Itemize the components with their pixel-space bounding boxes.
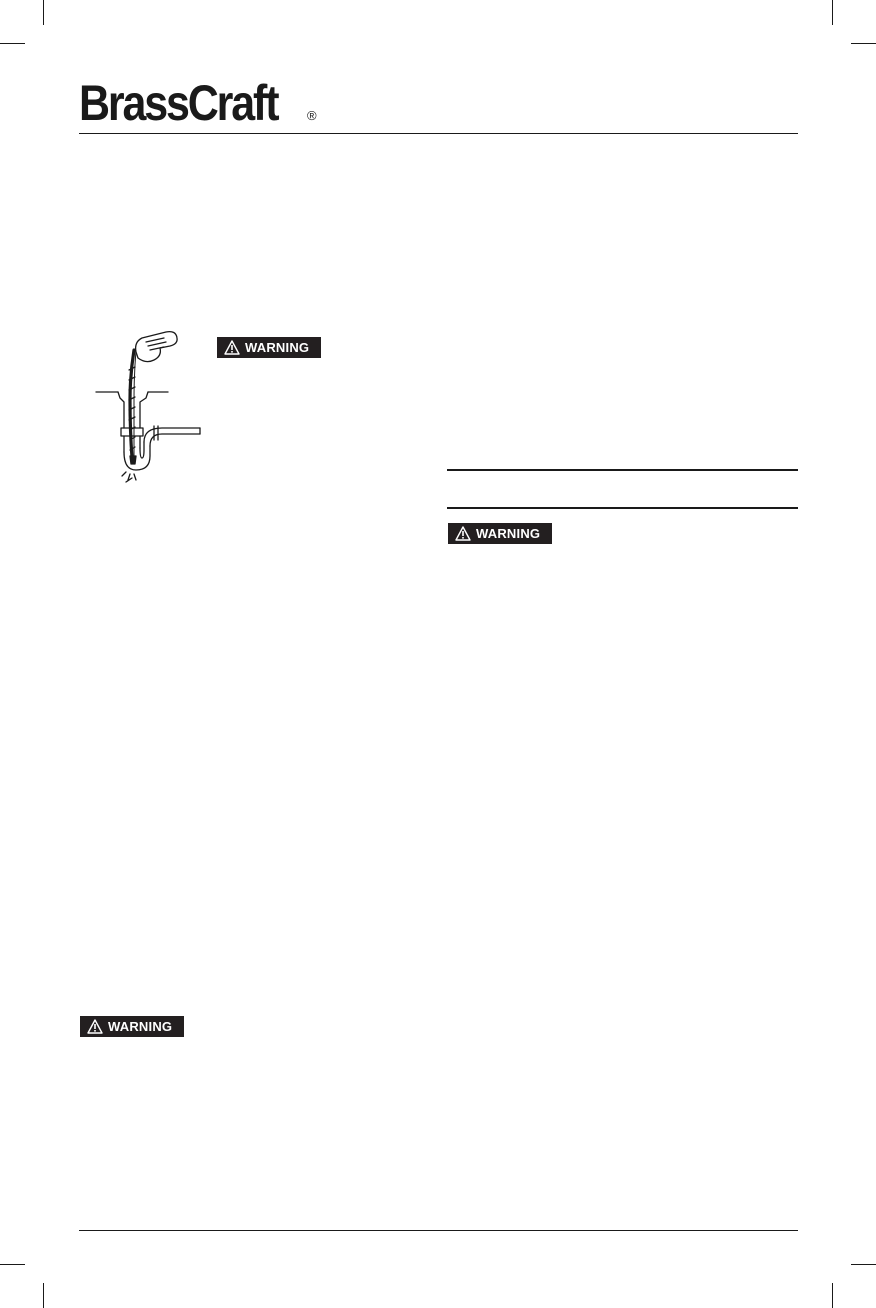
brand-logo-text: BrassCraft	[79, 75, 278, 131]
warning-badge-lower-left	[80, 1016, 184, 1037]
section-rule-top	[447, 469, 798, 471]
crop-mark-bottom-left-vertical	[43, 1283, 44, 1308]
section-rule-bottom	[447, 507, 798, 509]
warning-triangle-icon	[455, 526, 471, 541]
footer-rule	[79, 1230, 798, 1231]
warning-label: WARNING	[108, 1019, 173, 1034]
crop-mark-bottom-right-horizontal	[851, 1264, 876, 1265]
warning-badge-upper-left	[217, 337, 321, 358]
warning-triangle-icon	[87, 1019, 103, 1034]
crop-mark-bottom-right-vertical	[832, 1283, 833, 1308]
brand-logo	[79, 72, 317, 131]
registered-mark: ®	[307, 108, 317, 123]
warning-badge-right-column	[448, 523, 552, 544]
warning-triangle-icon	[224, 340, 240, 355]
crop-mark-top-left-vertical	[43, 0, 44, 25]
crop-mark-top-right-horizontal	[851, 43, 876, 44]
header-rule	[79, 133, 798, 134]
warning-label: WARNING	[245, 340, 310, 355]
warning-label: WARNING	[476, 526, 541, 541]
crop-mark-top-right-vertical	[832, 0, 833, 25]
crop-mark-bottom-left-horizontal	[0, 1264, 25, 1265]
drain-auger-illustration	[90, 330, 206, 486]
crop-mark-top-left-horizontal	[0, 43, 25, 44]
